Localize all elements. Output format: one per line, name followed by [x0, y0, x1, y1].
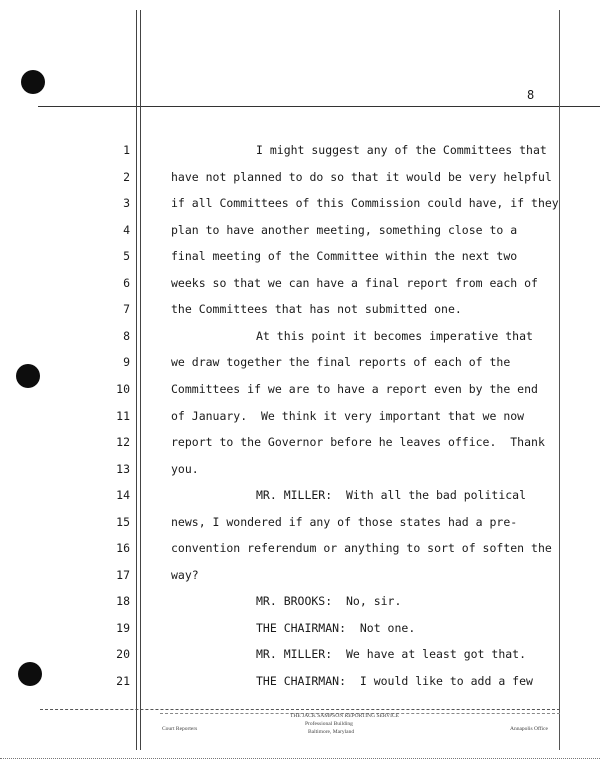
transcript-line: MR. MILLER: With all the bad political — [256, 488, 527, 502]
line-number: 17 — [116, 568, 130, 582]
left-margin-line-inner — [140, 10, 141, 750]
line-number: 19 — [116, 621, 130, 635]
line-number: 18 — [116, 594, 130, 608]
transcript-line: plan to have another meeting, something close to a — [171, 223, 518, 237]
transcript-line: news, I wondered if any of those states had a pre- — [171, 515, 518, 529]
line-number: 10 — [116, 382, 130, 396]
punch-hole-bottom — [18, 662, 42, 686]
transcript-line: weeks so that we can have a final report from each of — [171, 276, 538, 290]
line-number: 16 — [116, 541, 130, 555]
transcript-line: MR. BROOKS: No, sir. — [256, 594, 402, 608]
transcript-line: report to the Governor before he leaves office. Thank — [171, 435, 545, 449]
line-number: 20 — [116, 647, 130, 661]
line-number: 3 — [123, 196, 130, 210]
transcript-line: At this point it becomes imperative that — [256, 329, 533, 343]
punch-hole-top — [21, 70, 45, 94]
transcript-line: we draw together the final reports of each of the — [171, 355, 511, 369]
line-number: 21 — [116, 674, 130, 688]
transcript-line: THE CHAIRMAN: Not one. — [256, 621, 416, 635]
line-number: 15 — [116, 515, 130, 529]
footer-rule — [40, 709, 560, 710]
line-number: 6 — [123, 276, 130, 290]
line-number: 9 — [123, 355, 130, 369]
transcript-line: I might suggest any of the Committees that — [256, 143, 547, 157]
footer-center-line2: Professional Building — [305, 721, 353, 727]
line-number: 1 — [123, 143, 130, 157]
transcript-line: if all Committees of this Commission could have, if they — [171, 196, 559, 210]
transcript-line: the Committees that has not submitted one. — [171, 302, 462, 316]
transcript-line: MR. MILLER: We have at least got that. — [256, 647, 527, 661]
line-number: 13 — [116, 462, 130, 476]
line-number: 7 — [123, 302, 130, 316]
footer-center-line3: Baltimore, Maryland — [308, 729, 355, 735]
left-margin-line — [136, 10, 137, 750]
footer-right: Annapolis Office — [510, 726, 548, 732]
transcript-line: THE CHAIRMAN: I would like to add a few — [256, 674, 533, 688]
footer-left: Court Reporters — [162, 726, 198, 732]
line-number: 11 — [116, 409, 130, 423]
transcript-line: of January. We think it very important that we now — [171, 409, 525, 423]
line-number: 5 — [123, 249, 130, 263]
page-number: 8 — [527, 88, 535, 102]
transcript-line: convention referendum or anything to sort of soften the — [171, 541, 552, 555]
footer-center-title: THE JACK SAMPSON REPORTING SERVICE — [290, 713, 399, 719]
right-margin-line — [559, 10, 560, 750]
line-number: 2 — [123, 170, 130, 184]
transcript-line: you. — [171, 462, 199, 476]
transcript-line: way? — [171, 568, 199, 582]
line-number: 12 — [116, 435, 130, 449]
punch-hole-middle — [16, 364, 40, 388]
transcript-line: Committees if we are to have a report even by the end — [171, 382, 538, 396]
page-edge — [0, 758, 600, 759]
transcript-line: final meeting of the Committee within the next two — [171, 249, 518, 263]
transcript-line: have not planned to do so that it would be very helpful — [171, 170, 552, 184]
line-number: 14 — [116, 488, 130, 502]
line-number: 8 — [123, 329, 130, 343]
line-number: 4 — [123, 223, 130, 237]
header-rule — [38, 106, 600, 107]
